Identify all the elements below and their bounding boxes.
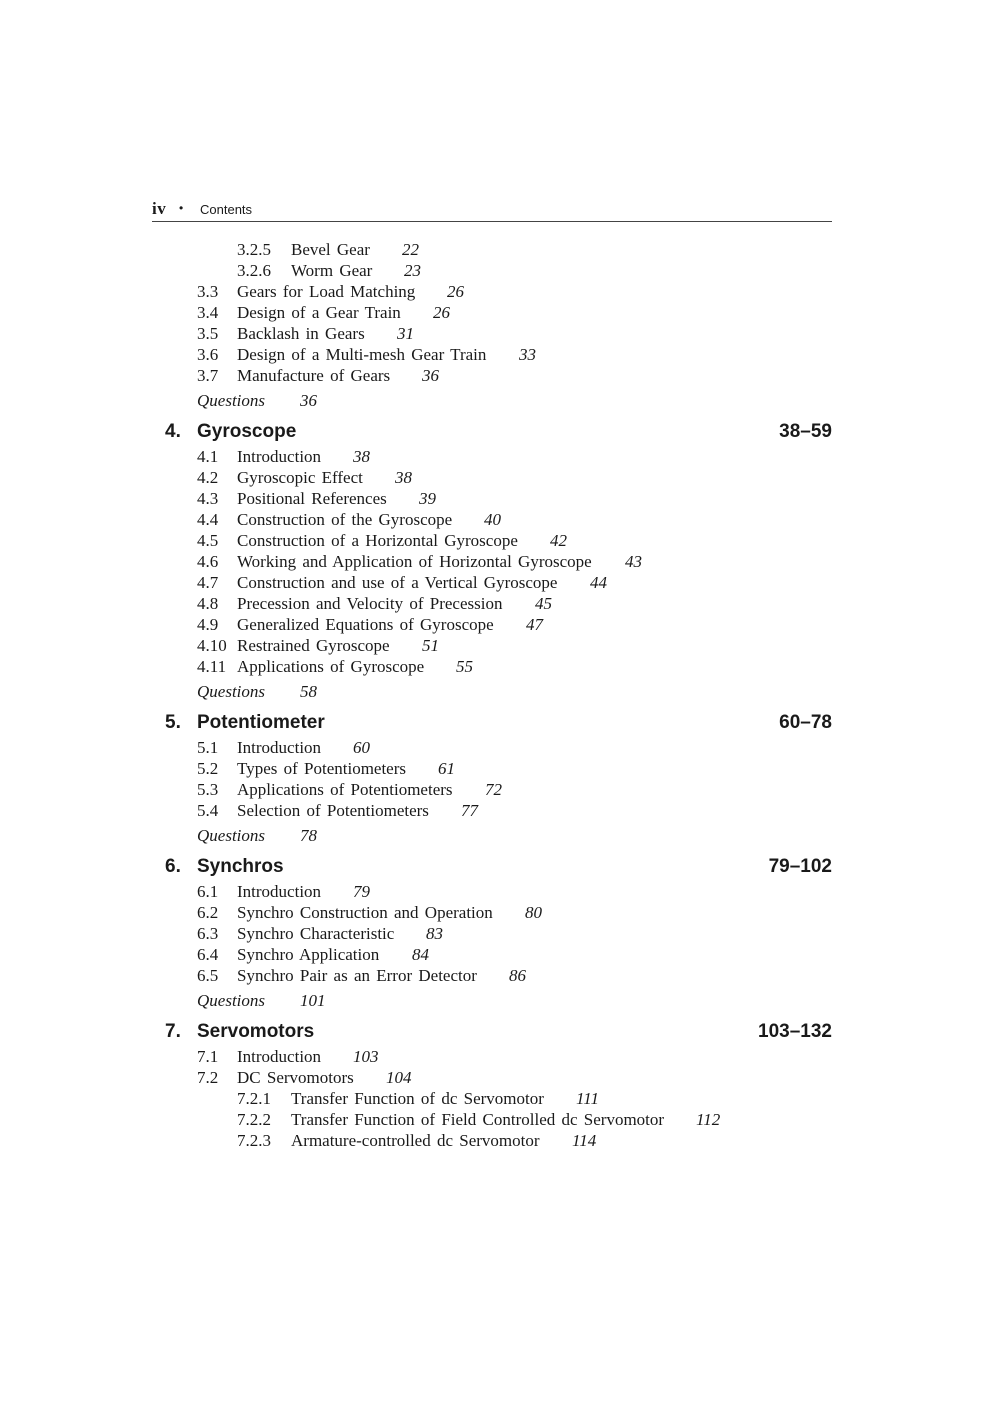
section-number: 6.5 bbox=[197, 966, 219, 985]
section-title: Transfer Function of dc Servomotor bbox=[291, 1089, 544, 1108]
section-title: Applications of Gyroscope bbox=[237, 657, 425, 676]
section-number: 5.1 bbox=[197, 738, 219, 757]
section-number: 3.2.6 bbox=[237, 261, 271, 280]
questions-label: Questions bbox=[197, 826, 265, 845]
chapter-page-range: 38–59 bbox=[779, 421, 832, 442]
section-title: Applications of Potentiometers bbox=[237, 780, 453, 799]
section-title: Synchro Application bbox=[237, 945, 380, 964]
section-number: 7.2 bbox=[197, 1068, 219, 1087]
section-number: 6.3 bbox=[197, 924, 219, 943]
chapter-number: 5. bbox=[165, 712, 181, 733]
section-title: Introduction bbox=[237, 738, 322, 757]
section-page: 103 bbox=[353, 1047, 379, 1066]
chapter-title: Servomotors bbox=[197, 1021, 315, 1042]
section-page: 38 bbox=[353, 447, 370, 466]
section-number: 3.6 bbox=[197, 345, 219, 364]
section-title: Backlash in Gears bbox=[237, 324, 365, 343]
section-number: 4.8 bbox=[197, 594, 219, 613]
questions-label: Questions bbox=[197, 682, 265, 701]
section-title: DC Servomotors bbox=[237, 1068, 354, 1087]
chapter-page-range: 60–78 bbox=[779, 712, 832, 733]
chapter-number: 7. bbox=[165, 1021, 181, 1042]
header-bullet: • bbox=[179, 201, 184, 215]
section-title: Gyroscopic Effect bbox=[237, 468, 363, 487]
section-number: 4.7 bbox=[197, 573, 219, 592]
section-number: 3.5 bbox=[197, 324, 219, 343]
section-title: Gears for Load Matching bbox=[237, 282, 416, 301]
section-title: Working and Application of Horizontal Gyroscope bbox=[237, 552, 592, 571]
section-page: 84 bbox=[412, 945, 429, 964]
section-page: 86 bbox=[509, 966, 526, 985]
section-page: 26 bbox=[433, 303, 450, 322]
section-page: 26 bbox=[447, 282, 464, 301]
section-title: Armature-controlled dc Servomotor bbox=[291, 1131, 540, 1150]
section-page: 79 bbox=[353, 882, 370, 901]
questions-label: Questions bbox=[197, 991, 265, 1010]
section-page: 104 bbox=[386, 1068, 412, 1087]
questions-page: 36 bbox=[300, 391, 317, 410]
section-number: 6.2 bbox=[197, 903, 219, 922]
section-page: 33 bbox=[519, 345, 536, 364]
chapter-title: Potentiometer bbox=[197, 712, 325, 733]
section-number: 4.11 bbox=[197, 657, 227, 676]
section-number: 4.9 bbox=[197, 615, 219, 634]
chapter-number: 4. bbox=[165, 421, 181, 442]
section-title: Positional References bbox=[237, 489, 387, 508]
questions-page: 101 bbox=[300, 991, 326, 1010]
chapter-title: Gyroscope bbox=[197, 421, 297, 442]
section-page: 39 bbox=[419, 489, 436, 508]
section-number: 7.2.1 bbox=[237, 1089, 271, 1108]
running-header bbox=[152, 199, 832, 222]
chapter-number: 6. bbox=[165, 856, 181, 877]
section-page: 83 bbox=[426, 924, 443, 943]
section-number: 4.3 bbox=[197, 489, 219, 508]
section-number: 4.1 bbox=[197, 447, 219, 466]
section-page: 114 bbox=[572, 1131, 597, 1150]
section-page: 72 bbox=[485, 780, 502, 799]
chapter-page-range: 103–132 bbox=[758, 1021, 832, 1042]
questions-page: 58 bbox=[300, 682, 317, 701]
section-number: 5.2 bbox=[197, 759, 219, 778]
section-number: 4.10 bbox=[197, 636, 227, 655]
section-page: 22 bbox=[402, 240, 419, 259]
section-page: 38 bbox=[395, 468, 412, 487]
section-title: Construction of a Horizontal Gyroscope bbox=[237, 531, 518, 550]
section-page: 31 bbox=[397, 324, 414, 343]
section-title: Design of a Multi-mesh Gear Train bbox=[237, 345, 487, 364]
section-title: Types of Potentiometers bbox=[237, 759, 407, 778]
section-title: Construction of the Gyroscope bbox=[237, 510, 453, 529]
chapter-page-range: 79–102 bbox=[768, 856, 832, 877]
section-page: 40 bbox=[484, 510, 501, 529]
section-page: 47 bbox=[526, 615, 543, 634]
section-title: Synchro Construction and Operation bbox=[237, 903, 493, 922]
section-number: 7.1 bbox=[197, 1047, 219, 1066]
section-title: Transfer Function of Field Controlled dc Servomotor bbox=[291, 1110, 665, 1129]
section-page: 44 bbox=[590, 573, 607, 592]
section-number: 3.3 bbox=[197, 282, 219, 301]
section-page: 23 bbox=[404, 261, 421, 280]
section-page: 45 bbox=[535, 594, 552, 613]
section-page: 80 bbox=[525, 903, 542, 922]
section-number: 6.1 bbox=[197, 882, 219, 901]
section-title: Restrained Gyroscope bbox=[237, 636, 390, 655]
chapter-title: Synchros bbox=[197, 856, 284, 877]
page-number: iv bbox=[152, 199, 167, 218]
section-title: Worm Gear bbox=[291, 261, 373, 280]
section-page: 60 bbox=[353, 738, 370, 757]
section-number: 3.4 bbox=[197, 303, 219, 322]
section-title: Selection of Potentiometers bbox=[237, 801, 429, 820]
section-page: 55 bbox=[456, 657, 473, 676]
section-number: 6.4 bbox=[197, 945, 219, 964]
section-page: 61 bbox=[438, 759, 455, 778]
section-number: 3.2.5 bbox=[237, 240, 271, 259]
section-page: 51 bbox=[422, 636, 439, 655]
section-title: Design of a Gear Train bbox=[237, 303, 401, 322]
section-page: 42 bbox=[550, 531, 567, 550]
section-page: 77 bbox=[461, 801, 478, 820]
section-number: 7.2.3 bbox=[237, 1131, 271, 1150]
questions-label: Questions bbox=[197, 391, 265, 410]
section-title: Synchro Characteristic bbox=[237, 924, 395, 943]
section-page: 36 bbox=[422, 366, 439, 385]
section-number: 4.6 bbox=[197, 552, 219, 571]
section-title: Precession and Velocity of Precession bbox=[237, 594, 503, 613]
section-title: Synchro Pair as an Error Detector bbox=[237, 966, 477, 985]
section-title: Introduction bbox=[237, 1047, 322, 1066]
questions-page: 78 bbox=[300, 826, 317, 845]
section-title: Introduction bbox=[237, 882, 322, 901]
section-title: Construction and use of a Vertical Gyroscope bbox=[237, 573, 558, 592]
section-page: 112 bbox=[696, 1110, 721, 1129]
section-number: 5.4 bbox=[197, 801, 219, 820]
section-number: 5.3 bbox=[197, 780, 219, 799]
section-page: 43 bbox=[625, 552, 642, 571]
header-title: Contents bbox=[200, 202, 253, 217]
section-title: Bevel Gear bbox=[291, 240, 370, 259]
section-number: 4.5 bbox=[197, 531, 219, 550]
section-number: 3.7 bbox=[197, 366, 219, 385]
section-number: 7.2.2 bbox=[237, 1110, 271, 1129]
section-number: 4.4 bbox=[197, 510, 219, 529]
section-title: Manufacture of Gears bbox=[237, 366, 391, 385]
section-number: 4.2 bbox=[197, 468, 219, 487]
section-title: Introduction bbox=[237, 447, 322, 466]
section-page: 111 bbox=[576, 1089, 599, 1108]
section-title: Generalized Equations of Gyroscope bbox=[237, 615, 494, 634]
